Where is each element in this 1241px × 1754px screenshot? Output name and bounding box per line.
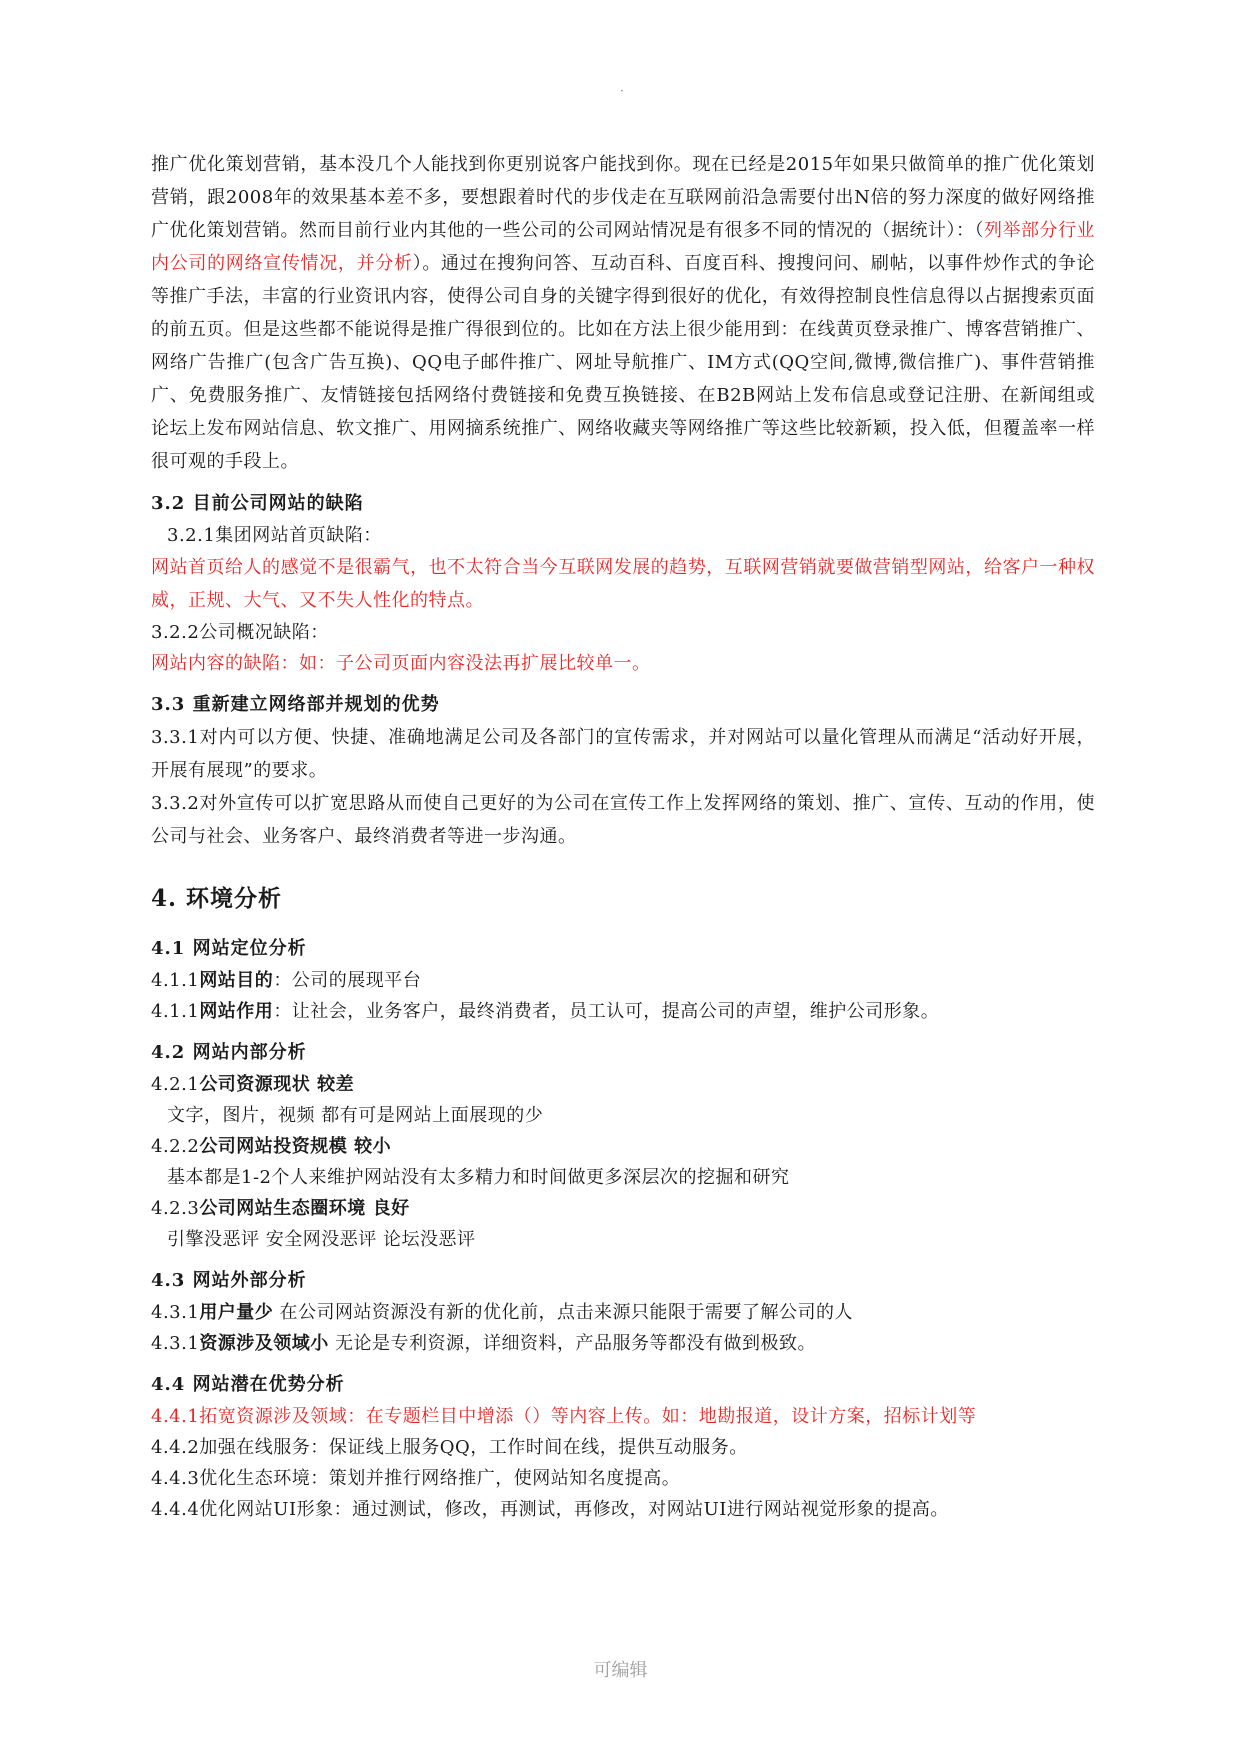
item-3-2-1-note: 网站首页给人的感觉不是很霸气，也不太符合当今互联网发展的趋势，互联网营销就要做营销型网站，给客户一种权威，正规、大气、又不失人性化的特点。 xyxy=(151,557,1095,611)
item-4-1-1-purpose xyxy=(151,965,1095,996)
item-text: 在公司网站资源没有新的优化前，点击来源只能限于需要了解公司的人 xyxy=(273,1302,854,1323)
section-4-4-heading: 4.4 网站潜在优势分析 xyxy=(151,1374,345,1395)
section-3-3-heading: 3.3 重新建立网络部并规划的优势 xyxy=(151,694,440,715)
item-3-2-1-label: 3.2.1集团网站首页缺陷： xyxy=(167,525,382,546)
item-3-2-2-note: 网站内容的缺陷：如：子公司页面内容没法再扩展比较单一。 xyxy=(151,653,651,674)
page-footer: 可编辑 xyxy=(593,1660,648,1681)
item-4-3-1-resources xyxy=(151,1328,1095,1359)
item-text: ：让社会，业务客户，最终消费者，员工认可，提高公司的声望，维护公司形象。 xyxy=(273,1001,940,1022)
item-4-1-1-function xyxy=(151,996,1095,1027)
item-term: 用户量少 xyxy=(199,1302,274,1323)
item-term: 网站目的 xyxy=(199,970,274,991)
item-3-3-2: 3.3.2对外宣传可以扩宽思路从而使自己更好的为公司在宣传工作上发挥网络的策划、推广、宣传、互动的作用，使公司与社会、业务客户、最终消费者等进一步沟通。 xyxy=(151,793,1095,847)
section-4-3-heading: 4.3 网站外部分析 xyxy=(151,1270,307,1291)
item-number: 4.2.1 xyxy=(151,1074,200,1095)
item-number: 4.2.3 xyxy=(151,1198,200,1219)
item-number: 4.2.2 xyxy=(151,1136,200,1157)
item-4-4-3: 4.4.3优化生态环境：策划并推行网络推广，使网站知名度提高。 xyxy=(151,1468,681,1489)
item-4-4-2: 4.4.2加强在线服务：保证线上服务QQ，工作时间在线，提供互动服务。 xyxy=(151,1437,748,1458)
item-number: 4.3.1 xyxy=(151,1302,200,1323)
intro-red-note: 列举部分行业内公司的网络宣传情况，并分析 xyxy=(151,220,1095,274)
section-4-1-heading: 4.1 网站定位分析 xyxy=(151,938,307,959)
item-3-2-2-label: 3.2.2公司概况缺陷： xyxy=(151,622,329,643)
section-3-2-heading: 3.2 目前公司网站的缺陷 xyxy=(151,493,364,514)
intro-paragraph xyxy=(151,148,1095,478)
item-4-3-1-users xyxy=(151,1297,1095,1328)
item-number: 4.3.1 xyxy=(151,1333,200,1354)
item-4-2-1 xyxy=(151,1069,1095,1100)
intro-text: 推广优化策划营销，基本没几个人能找到你更别说客户能找到你。现在已经是2015年如果只做简单的推广优化策划营销，跟2008年的效果基本差不多，要想跟着时代的步伐走在互联网前沿急需要付出N倍的努力深度的做好网络推广优化策划营销。然而目前行业内其他的一些公司的公司网站情况是有很多不同的情况的（据统计）：（ xyxy=(151,154,1095,241)
header-mark: · xyxy=(620,84,624,98)
section-4-2-heading: 4.2 网站内部分析 xyxy=(151,1042,307,1063)
item-4-2-2-detail: 基本都是1-2个人来维护网站没有太多精力和时间做更多深层次的挖掘和研究 xyxy=(167,1167,790,1188)
item-4-2-3 xyxy=(151,1193,1095,1224)
document-body xyxy=(151,148,1095,1525)
item-term: 公司资源现状 较差 xyxy=(199,1074,355,1095)
item-4-2-3-detail: 引擎没恶评 安全网没恶评 论坛没恶评 xyxy=(167,1229,476,1250)
item-3-3-1: 3.3.1对内可以方便、快捷、准确地满足公司及各部门的宣传需求，并对网站可以量化管理从而满足“活动好开展，开展有展现”的要求。 xyxy=(151,727,1095,781)
section-4-heading: 4. 环境分析 xyxy=(151,885,283,912)
item-term: 公司网站投资规模 较小 xyxy=(199,1136,392,1157)
item-4-4-4: 4.4.4优化网站UI形象：通过测试，修改，再测试，再修改，对网站UI进行网站视觉形象的提高。 xyxy=(151,1499,949,1520)
item-4-2-2 xyxy=(151,1131,1095,1162)
item-term: 网站作用 xyxy=(199,1001,274,1022)
item-number: 4.1.1 xyxy=(151,970,200,991)
item-number: 4.1.1 xyxy=(151,1001,200,1022)
item-text: 无论是专利资源，详细资料，产品服务等都没有做到极致。 xyxy=(328,1333,817,1354)
item-term: 公司网站生态圈环境 良好 xyxy=(199,1198,410,1219)
item-term: 资源涉及领域小 xyxy=(199,1333,329,1354)
item-text: ：公司的展现平台 xyxy=(273,970,422,991)
item-4-2-1-detail: 文字，图片，视频 都有可是网站上面展现的少 xyxy=(167,1105,544,1126)
item-4-4-1: 4.4.1拓宽资源涉及领域：在专题栏目中增添（）等内容上传。如：地勘报道，设计方案，招标计划等 xyxy=(151,1406,977,1427)
intro-text-tail: ）。通过在搜狗问答、互动百科、百度百科、搜搜问问、刷帖，以事件炒作式的争论等推广手法，丰富的行业资讯内容，使得公司自身的关键字得到很好的优化，有效得控制良性信息得以占据搜索页面的前五页。但是这些都不能说得是推广得很到位的。比如在方法上很少能用到：在线黄页登录推广、博客营销推广、网络广告推广(包含广告互换)、QQ电子邮件推广、网址导航推广、IM方式(QQ空间,微博,微信推广)、事件营销推广、免费服务推广、友情链接包括网络付费链接和免费互换链接、在B2B网站上发布信息或登记注册、在新闻组或论坛上发布网站信息、软文推广、用网摘系统推广、网络收藏夹等网络推广等这些比较新颖，投入低，但覆盖率一样很可观的手段上。 xyxy=(151,253,1096,472)
